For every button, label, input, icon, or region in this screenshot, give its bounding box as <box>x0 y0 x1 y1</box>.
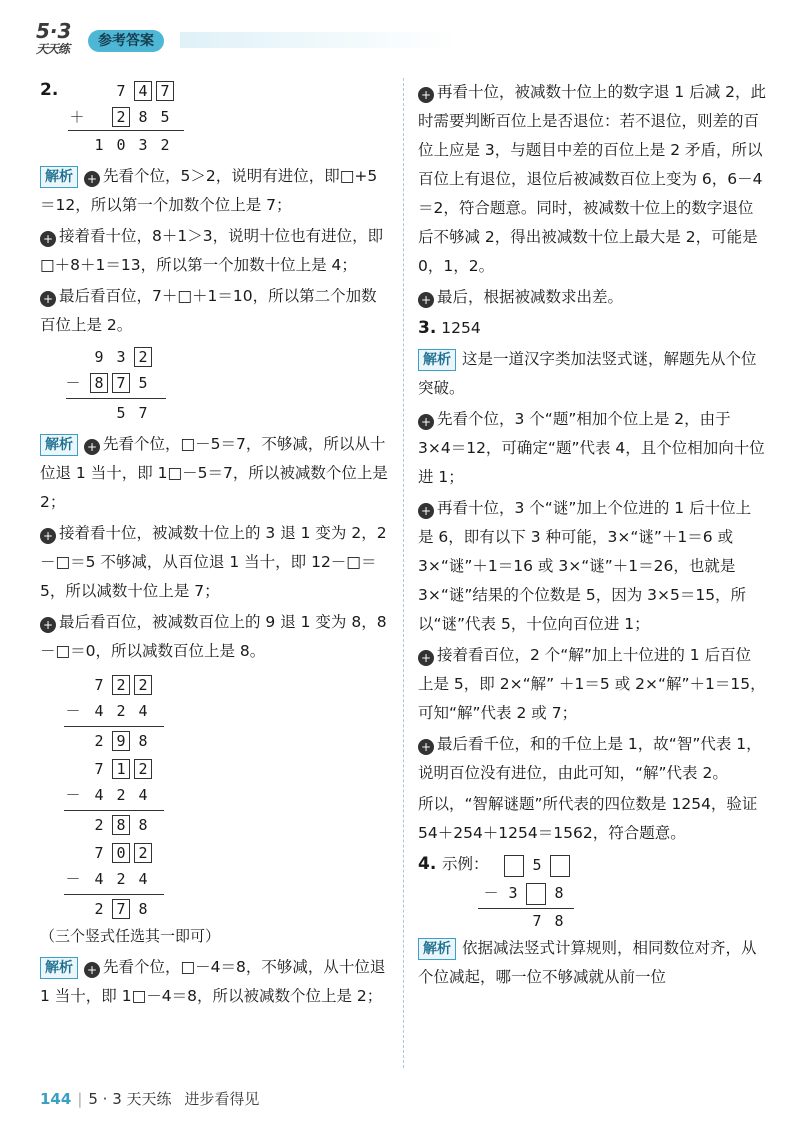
analysis-label: 解析 <box>418 349 456 371</box>
analysis-step: + 最后看百位，7＋□＋1＝10，所以第二个加数百位上是 2。 <box>40 287 377 334</box>
column-divider <box>403 78 404 1068</box>
answer-tag: 参考答案 <box>88 30 164 52</box>
question-4: 4. 示例： 5 － 3 8 7 8 <box>418 850 766 932</box>
option-1: 7 2 2 － 4 2 4 2 9 8 <box>68 672 208 752</box>
bullet-icon: + <box>84 439 100 455</box>
bullet-icon: + <box>40 528 56 544</box>
vertical-subtraction-1: 9 3 2 － 8 7 5 5 7 <box>40 342 390 428</box>
question-number: 3. <box>418 318 437 338</box>
bullet-icon: + <box>40 231 56 247</box>
question-number: 2. <box>40 80 59 100</box>
analysis-step: + 接着看百位，2 个“解”加上十位进的 1 后百位上是 5，即 2×“解” ＋1＝5 或 2×“解”＋1＝15，可知“解”代表 2 或 7； <box>418 646 766 722</box>
bullet-icon: + <box>84 962 100 978</box>
analysis-block: 解析 依据减法竖式计算规则，相同数位对齐，从个位减起，哪一位不够减就从前一位 <box>418 939 757 986</box>
example-label: 示例： <box>442 855 489 873</box>
analysis-label: 解析 <box>40 957 78 979</box>
series-name: 5 · 3 天天练 <box>88 1090 172 1108</box>
brand-logo: 5·3 天天练 <box>36 19 72 56</box>
analysis-label: 解析 <box>40 434 78 456</box>
bullet-icon: + <box>40 617 56 633</box>
conclusion: 所以，“智解谜题”所代表的四位数是 1254，验证 54＋254＋1254＝1562，符合题意。 <box>418 795 758 842</box>
analysis-label: 解析 <box>418 938 456 960</box>
analysis-block: 解析 + 先看个位，□－4＝8，不够减，从十位退 1 当十，即 1□－4＝8，所以被减数个位上是 2； <box>40 958 386 1005</box>
bullet-icon: + <box>418 414 434 430</box>
page-number: 144 <box>40 1090 72 1108</box>
bullet-icon: + <box>84 171 100 187</box>
analysis-step: + 先看个位，3 个“题”相加个位上是 2，由于 3×4＝12，可确定“题”代表 4，且个位相加向十位进 1； <box>418 410 765 486</box>
bullet-icon: + <box>418 503 434 519</box>
analysis-step: + 再看十位，3 个“谜”加上个位进的 1 后十位上是 6，即有以下 3 种可能，3×“谜”＋1＝6 或 3×“谜”＋1＝16 或 3×“谜”＋1＝26，也就是 3×“谜”结果的个位数是 5，因为 3×5＝15，所以“谜”代表 5，十位向百位进 1； <box>418 499 752 633</box>
analysis-step: + 最后看千位，和的千位上是 1，故“智”代表 1，说明百位没有进位，由此可知，“解”代表 2。 <box>418 735 762 782</box>
analysis-block: 解析 + 先看个位，□－5＝7，不够减，所以从十位退 1 当十，即 1□－5＝7，所以被减数个位上是 2； <box>40 435 388 511</box>
analysis-step: + 最后，根据被减数求出差。 <box>418 283 766 312</box>
option-2: 7 1 2 － 4 2 4 2 8 8 <box>68 756 208 836</box>
analysis-step: + 再看十位，被减数十位上的数字退 1 后减 2，此时需要判断百位上是否退位：若不退位，则差的百位上应是 3，与题目中差的百位上是 2 矛盾，所以百位上有退位，退位后被减数百位上变为 6，6－4＝2，符合题意。同时，被减数十位上的数字退位后不够减 2，得出被减数十位上最大是 2，可能是 0，1，2。 <box>418 83 767 275</box>
analysis-step: + 接着看十位，8＋1＞3，说明十位也有进位，即□＋8＋1＝13，所以第一个加数十位上是 4； <box>40 227 384 274</box>
analysis-block: 解析 这是一道汉字类加法竖式谜，解题先从个位突破。 <box>418 350 757 397</box>
left-column <box>40 76 390 1013</box>
question-3 <box>418 314 766 343</box>
bullet-icon: + <box>40 291 56 307</box>
note: （三个竖式任选其一即可） <box>40 927 221 945</box>
bullet-icon: + <box>418 739 434 755</box>
bullet-icon: + <box>418 650 434 666</box>
page-footer: 144 | 5 · 3 天天练 进步看得见 <box>40 1090 260 1108</box>
bullet-icon: + <box>418 292 434 308</box>
slogan: 进步看得见 <box>184 1090 260 1108</box>
analysis-block: 解析 + 先看个位，5＞2，说明有进位，即□+5＝12，所以第一个加数个位上是 7； <box>40 167 378 214</box>
analysis-step: + 最后看百位，被减数百位上的 9 退 1 变为 8，8－□＝0，所以减数百位上是 8。 <box>40 613 387 660</box>
right-column <box>418 76 766 994</box>
vertical-subtraction-options <box>40 668 390 920</box>
page-header <box>0 0 800 60</box>
vertical-addition: 2. 7 4 7 ＋ 2 8 5 1 0 3 2 <box>40 76 390 152</box>
question-number: 4. <box>418 854 437 874</box>
bullet-icon: + <box>418 87 434 103</box>
answer-value: 1254 <box>441 319 481 337</box>
header-decoration <box>180 32 460 48</box>
option-3: 7 0 2 － 4 2 4 2 7 8 <box>68 840 208 920</box>
analysis-step: + 接着看十位，被减数十位上的 3 退 1 变为 2，2－□＝5 不够减，从百位退 1 当十，即 12－□＝5，所以减数十位上是 7； <box>40 524 387 600</box>
analysis-label: 解析 <box>40 166 78 188</box>
